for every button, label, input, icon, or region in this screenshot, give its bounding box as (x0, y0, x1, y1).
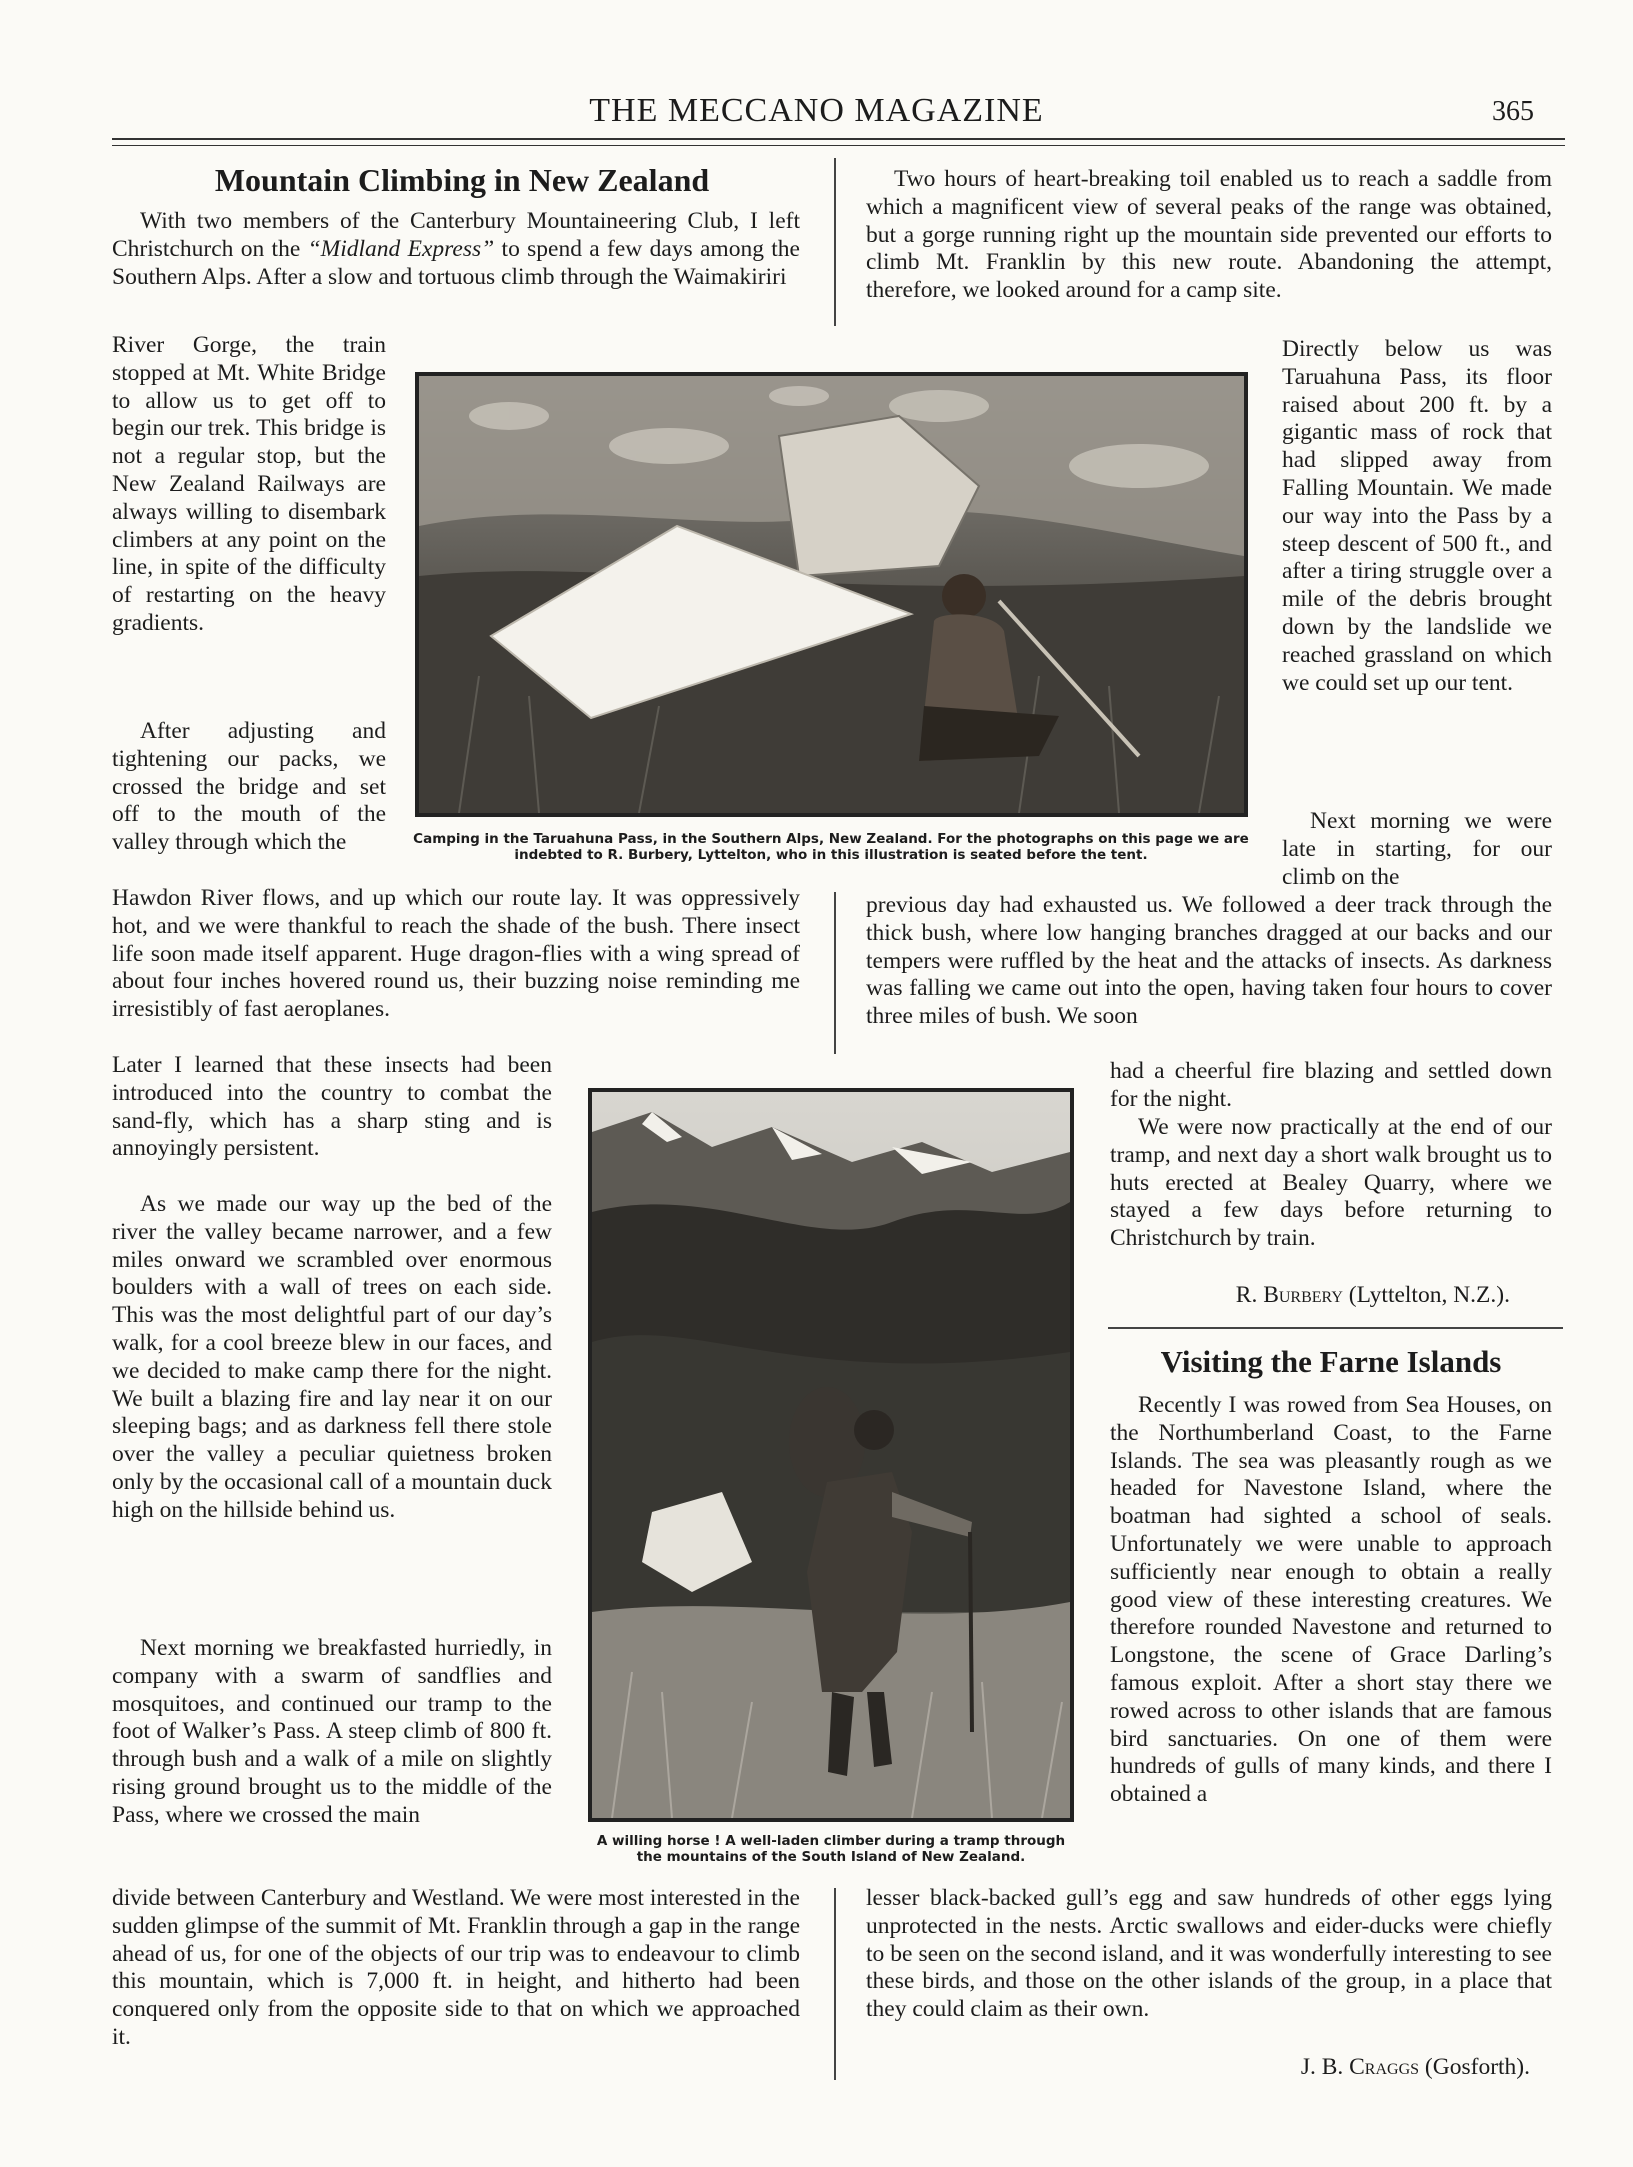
author-signature (1110, 2054, 1530, 2081)
article-title: Mountain Climbing in New Zealand (214, 162, 710, 198)
photo-caption: Camping in the Taruahuna Pass, in the Southern Alps, New Zealand. For the photographs on this page we are indebted to R. Burbery, Lyttelton, who in this illustration is seated before the tent. (413, 831, 1249, 863)
article-paragraph: divide between Canterbury and Westland. We were most interested in the sudden glimpse of the summit of Mt. Franklin through a gap in the range ahead of us, for one of the objects of our trip was to endeavour to climb this mountain, which is 7,000 ft. in height, and hitherto had been conquered only from the opposite side to that on which we approached it. (112, 1885, 800, 2050)
page-number: 365 (1492, 96, 1534, 127)
author-signature (1110, 1282, 1510, 1309)
photo-camping (415, 372, 1248, 817)
header-rule-thin (112, 145, 1565, 146)
article-paragraph: Next morning we breakfasted hurriedly, in company with a swarm of sandflies and mosquitoes, and continued our tramp to the foot of Walker’s Pass. A steep climb of 800 ft. through bush and a walk of a mile on slightly rising ground brought us to the middle of the Pass, where we crossed the main (112, 1635, 552, 1828)
article-paragraph: Two hours of heart-breaking toil enabled us to reach a saddle from which a magnificent view of several peaks of the range was obtained, but a gorge running right up the mountain side prevented our efforts to climb Mt. Franklin by this new route. Abandoning the attempt, therefore, we looked around for a camp site. (866, 166, 1552, 304)
article-paragraph: Directly below us was Taruahuna Pass, its floor raised about 200 ft. by a gigantic mass of rock that had slipped away from Falling Mountain. We made our way into the Pass by a steep descent of 500 ft., and after a tiring struggle over a mile of the debris brought down by the landslide we reached grassland on which we could set up our tent. (1282, 336, 1552, 696)
article-title: Visiting the Farne Islands (1160, 1344, 1502, 1379)
header-rule (112, 138, 1565, 140)
column-divider-middle (834, 892, 836, 1054)
article-paragraph: After adjusting and tightening our packs, we crossed the bridge and set off to the mouth of the valley through which the (112, 718, 386, 856)
column-divider-bottom (834, 1888, 836, 2080)
column-divider-top (834, 158, 836, 326)
author-place: (Gosforth). (1424, 2054, 1530, 2080)
magazine-title: THE MECCANO MAGAZINE (589, 92, 1044, 129)
article-paragraph: Hawdon River flows, and up which our route lay. It was oppressively hot, and we were thankful to reach the shade of the bush. There insect life soon made itself apparent. Huge dragon-flies with a wing spread of about four inches hovered round us, their buzzing noise reminding me irresistibly of fast aeroplanes. (112, 885, 800, 1023)
article-paragraph: had a cheerful fire blazing and settled down for the night. (1110, 1058, 1552, 1112)
author-name: R. Burbery (1235, 1282, 1343, 1308)
section-divider (1108, 1327, 1563, 1329)
article-paragraph: As we made our way up the bed of the river the valley became narrower, and a few miles onward we scrambled over enormous boulders with a wall of trees on each side. This was the most delightful part of our day’s walk, for a cool breeze blew in our faces, and we decided to make camp there for the night. We built a blazing fire and lay near it on our sleeping bags; and as darkness fell there stole over the valley a peculiar quietness broken only by the occasional call of a mountain duck high on the hillside behind us. (112, 1191, 552, 1523)
climber-photo-image (592, 1092, 1070, 1818)
article-paragraph: We were now practically at the end of our tramp, and next day a short walk brought us to huts erected at Bealey Quarry, where we stayed a few days before returning to Christchurch by train. (1110, 1114, 1552, 1252)
paragraph-text: With two members of the Canterbury Mountaineering Club, I left Christchurch on the (112, 208, 800, 262)
article-paragraph: lesser black-backed gull’s egg and saw hundreds of other eggs lying unprotected in the nests. Arctic swallows and eider-ducks were chiefly to be seen on the second island, and it was wonderfully interesting to see these birds, and those on the other islands of the group, in a place that they could claim as their own. (866, 1885, 1552, 2023)
article-paragraph (112, 208, 800, 291)
article-paragraph: River Gorge, the train stopped at Mt. White Bridge to allow us to get off to begin our trek. This bridge is not a regular stop, but the New Zealand Railways are always willing to disembark climbers at any point on the line, in spite of the difficulty of restarting on the heavy gradients. (112, 332, 386, 636)
article-paragraph: Recently I was rowed from Sea Houses, on the Northumberland Coast, to the Farne Islands. The sea was pleasantly rough as we headed for Navestone Island, where the boatman had sighted a school of seals. Unfortunately we were unable to approach sufficiently near enough to obtain a really good view of these interesting creatures. We therefore rounded Navestone and returned to Longstone, the scene of Grace Darling’s famous exploit. After a short stay there we rowed across to other islands that are famous bird sanctuaries. On one of them were hundreds of gulls of many kinds, and there I obtained a (1110, 1392, 1552, 1808)
author-name: J. B. Craggs (1300, 2054, 1420, 2080)
article-paragraph: previous day had exhausted us. We followed a deer track through the thick bush, where low hanging branches dragged at our backs and our tempers were ruffled by the heat and the attacks of insects. As darkness was falling we came out into the open, having taken four hours to cover three miles of bush. We soon (866, 892, 1552, 1030)
photo-climber (588, 1088, 1074, 1822)
author-place: (Lyttelton, N.Z.). (1348, 1282, 1510, 1308)
paragraph-text: to spend a few days among the Southern Alps. After a slow and tortuous climb through the Waimakiriri (112, 235, 800, 290)
train-name: “Midland Express” (307, 235, 495, 262)
camping-photo-image (419, 376, 1244, 813)
article-paragraph: Next morning we were late in starting, for our climb on the (1282, 808, 1552, 890)
photo-caption: A willing horse ! A well-laden climber during a tramp through the mountains of the South Island of New Zealand. (596, 1833, 1066, 1865)
article-paragraph: Later I learned that these insects had been introduced into the country to combat the sand-fly, which has a sharp sting and is annoyingly persistent. (112, 1052, 552, 1162)
